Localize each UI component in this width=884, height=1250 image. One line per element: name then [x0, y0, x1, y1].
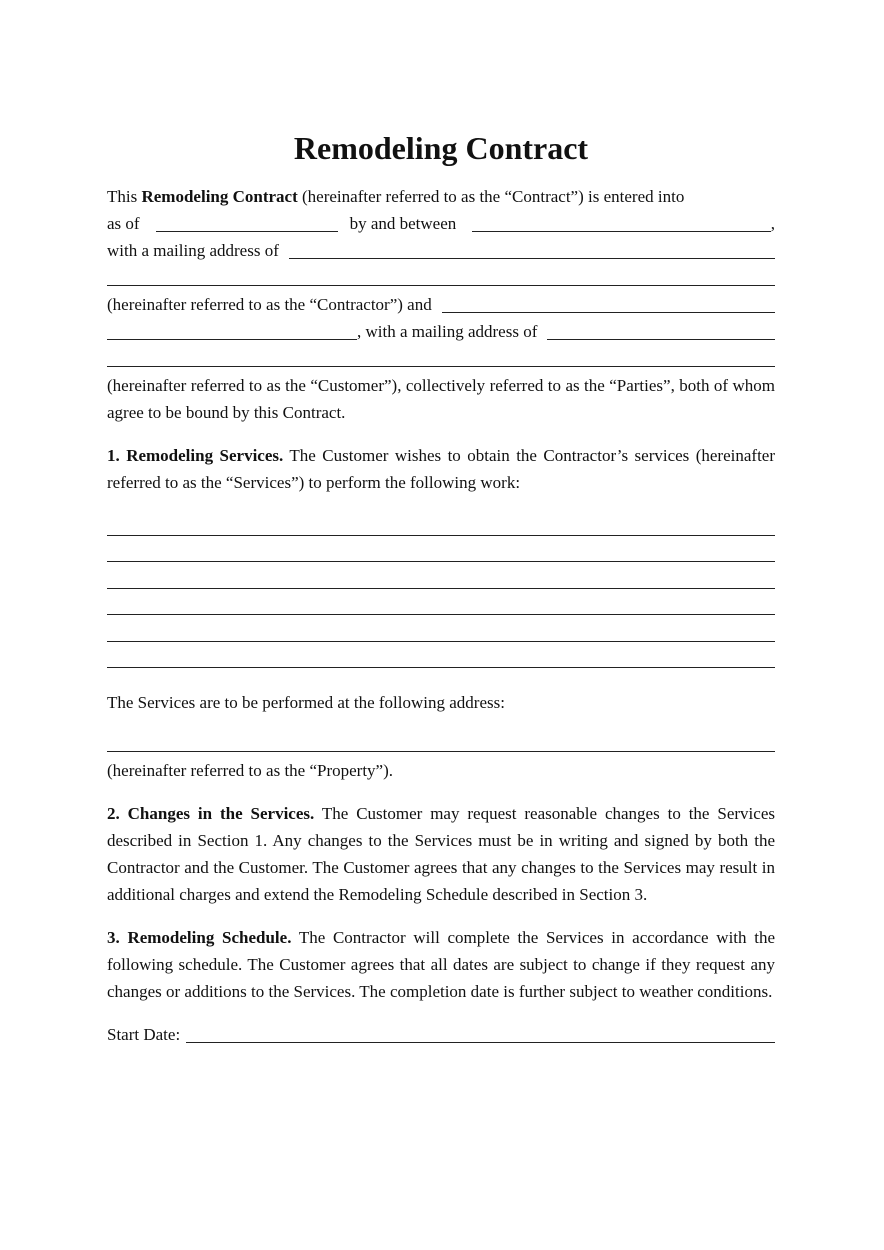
- property-address-line: [107, 730, 775, 757]
- section-2-heading: 2. Changes in the Services.: [107, 804, 315, 823]
- contractor-address-field-2[interactable]: [107, 267, 775, 286]
- intro-line-5: [107, 291, 775, 318]
- section-3-text: The Contractor will complete the Services in accordance with the following schedule. The Customer agrees that all dates are subject to change if they request any changes or additions to the Services. The completion date is further subject to weather conditions.: [107, 928, 775, 1001]
- customer-address-field-2[interactable]: [107, 348, 775, 367]
- work-line-6[interactable]: [107, 649, 775, 668]
- intro-line-1: [107, 183, 775, 210]
- contractor-name-field[interactable]: [472, 213, 770, 232]
- work-description-lines: [107, 514, 775, 673]
- start-date-row: [107, 1021, 775, 1048]
- section-3-paragraph: [107, 924, 775, 1005]
- work-line-3[interactable]: [107, 570, 775, 589]
- intro-comma: ,: [770, 214, 775, 233]
- property-address-field[interactable]: [107, 733, 775, 752]
- section-1-paragraph: [107, 442, 775, 496]
- address-prompt: The Services are to be performed at the following address:: [107, 693, 505, 712]
- by-and-between-label: by and between: [349, 214, 457, 233]
- work-line-2[interactable]: [107, 543, 775, 562]
- section-3-heading: 3. Remodeling Schedule.: [107, 928, 292, 947]
- section-2-text: The Customer may request reasonable changes to the Services described in Section 1. Any changes to the Services must be in writing and signed by both the Contractor and the Customer. The Customer agrees that any changes to the Services may result in additional charges and extend the Remodeling Schedule described in Section 3.: [107, 804, 775, 904]
- section-1-text: The Customer wishes to obtain the Contractor’s services (hereinafter referred to as the “Services”) to perform the following work:: [107, 446, 776, 492]
- work-line-5[interactable]: [107, 623, 775, 642]
- intro-line-4: [107, 264, 775, 291]
- customer-address-field[interactable]: [547, 321, 775, 340]
- contractor-address-field[interactable]: [289, 240, 775, 259]
- work-line-4[interactable]: [107, 596, 775, 615]
- contractor-reference: (hereinafter referred to as the “Contractor”) and: [107, 295, 432, 314]
- start-date-label: Start Date:: [107, 1025, 181, 1044]
- section-2-paragraph: [107, 800, 775, 908]
- intro-line-3: [107, 237, 775, 264]
- property-reference: (hereinafter referred to as the “Property”).: [107, 761, 394, 780]
- work-line-1[interactable]: [107, 517, 775, 536]
- intro-contract-name: Remodeling Contract: [141, 187, 298, 206]
- with-mailing-address-label: , with a mailing address of: [357, 322, 538, 341]
- intro-line-7: [107, 345, 775, 372]
- document-body: [107, 126, 775, 1048]
- intro-line1-rest: (hereinafter referred to as the “Contract”) is entered into: [302, 187, 685, 206]
- start-date-field[interactable]: [186, 1024, 775, 1043]
- contract-date-field[interactable]: [156, 213, 338, 232]
- customer-name-field-2[interactable]: [107, 321, 357, 340]
- customer-name-field[interactable]: [442, 294, 775, 313]
- intro-line-6: [107, 318, 775, 345]
- as-of-label: as of: [107, 214, 140, 233]
- section-1-heading: 1. Remodeling Services.: [107, 446, 284, 465]
- mailing-address-label: with a mailing address of: [107, 241, 279, 260]
- intro-paragraph: [107, 183, 775, 426]
- intro-this: This: [107, 187, 138, 206]
- intro-line-2: [107, 210, 775, 237]
- customer-reference: (hereinafter referred to as the “Customer”), collectively referred to as the “Parties”, both of whom agree to be bound by this Contract.: [107, 376, 775, 422]
- document-title: Remodeling Contract: [293, 130, 589, 166]
